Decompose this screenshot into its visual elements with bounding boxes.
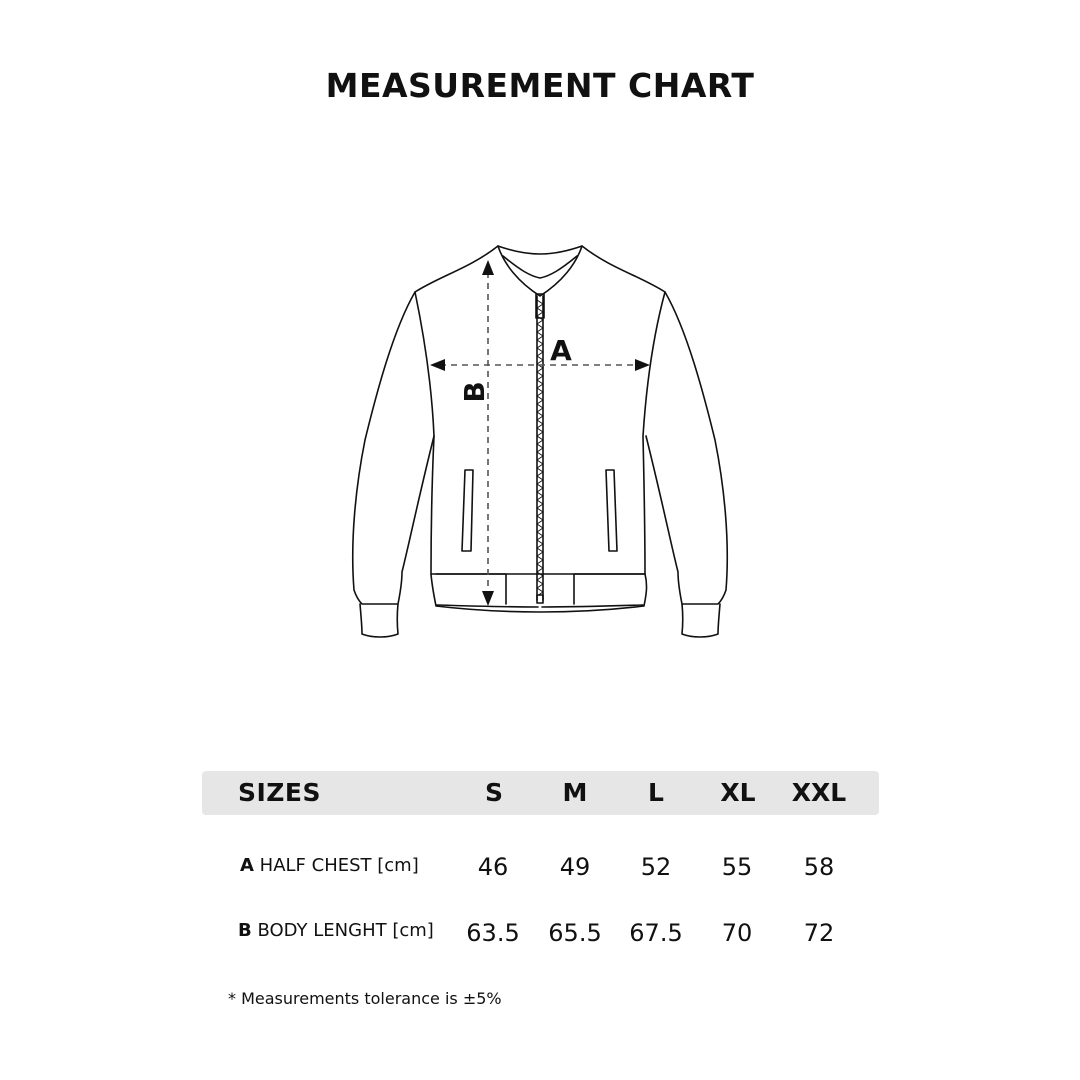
jacket-icon (340, 235, 740, 650)
row-b-text: BODY LENGHT [cm] (257, 920, 434, 941)
size-header-s: S (484, 778, 504, 807)
size-header-xl: XL (720, 778, 756, 807)
row-b-value-m: 65.5 (548, 919, 602, 947)
jacket-right-cuff (682, 604, 720, 637)
jacket-illustration (340, 235, 740, 650)
row-b-value-s: 63.5 (466, 919, 520, 947)
row-b-key: B (238, 920, 252, 941)
arrowhead-a-left (430, 359, 445, 371)
size-header-m: M (562, 778, 588, 807)
size-header-l: L (648, 778, 664, 807)
jacket-right-pocket (606, 470, 617, 551)
jacket-left-sleeve (353, 292, 434, 604)
row-a-text: HALF CHEST [cm] (259, 855, 419, 876)
row-b-value-l: 67.5 (629, 919, 683, 947)
page-title: MEASUREMENT CHART (325, 66, 755, 105)
row-a-value-l: 52 (640, 853, 672, 881)
row-a-key: A (240, 855, 254, 876)
row-a-label (240, 855, 419, 876)
jacket-left-pocket (462, 470, 473, 551)
size-header-xxl: XXL (791, 778, 847, 807)
arrowhead-a-right (635, 359, 650, 371)
tolerance-note: * Measurements tolerance is ±5% (228, 989, 502, 1008)
row-b-value-xl: 70 (721, 919, 753, 947)
row-a-value-m: 49 (559, 853, 591, 881)
dimension-a-label: A (550, 334, 572, 367)
row-a-value-xl: 55 (721, 853, 753, 881)
arrowhead-b-bottom (482, 591, 494, 606)
jacket-right-sleeve (646, 292, 727, 604)
jacket-left-cuff (360, 604, 398, 637)
row-a-value-s: 46 (477, 853, 509, 881)
jacket-collar-outer (498, 246, 582, 296)
row-b-value-xxl: 72 (803, 919, 835, 947)
row-a-value-xxl: 58 (803, 853, 835, 881)
row-b-label (238, 920, 434, 941)
arrowhead-b-top (482, 260, 494, 275)
dimension-b-label: B (458, 381, 491, 403)
sizes-header-label: SIZES (238, 778, 322, 807)
